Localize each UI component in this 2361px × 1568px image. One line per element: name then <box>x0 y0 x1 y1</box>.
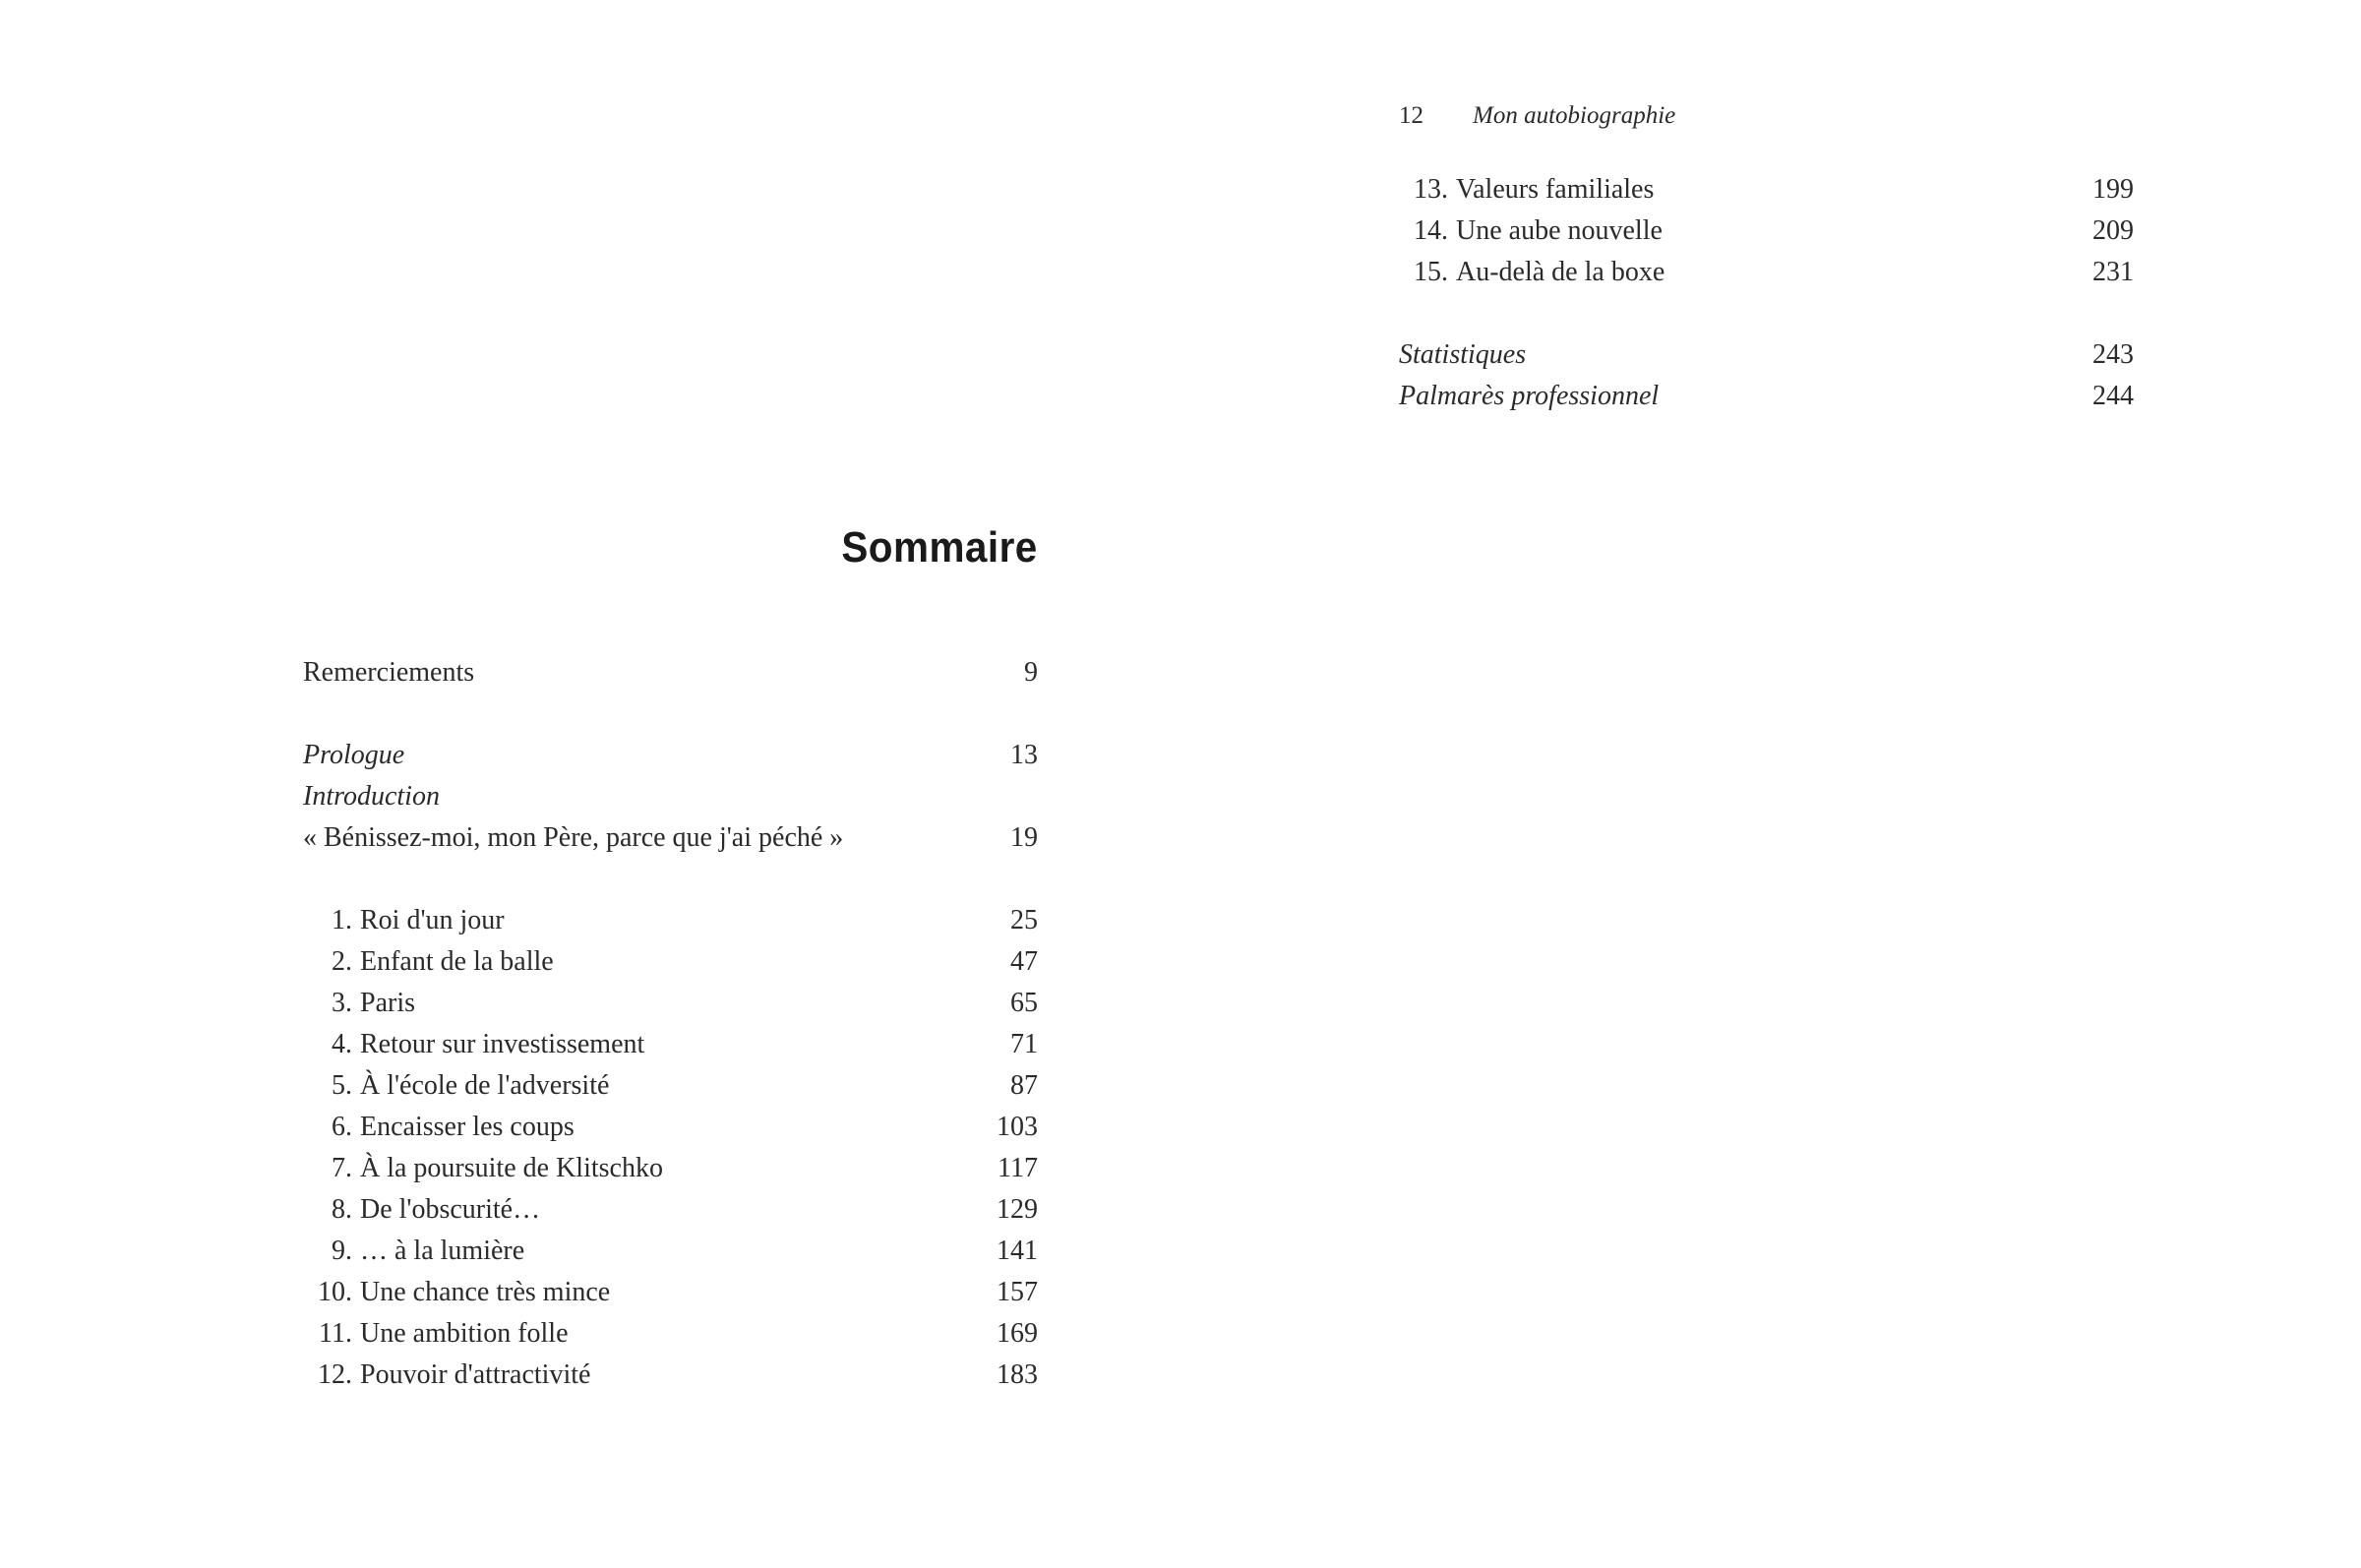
chapter-title: Une aube nouvelle <box>1456 215 1663 246</box>
chapter-page: 183 <box>997 1359 1038 1390</box>
toc-entry-record <box>1399 376 2134 417</box>
table-of-contents <box>303 652 1038 1396</box>
toc-entry-label: Remerciements <box>303 657 475 688</box>
toc-entry-label: Prologue <box>303 740 405 770</box>
toc-chapter <box>303 1107 1038 1148</box>
toc-chapter <box>303 900 1038 941</box>
chapter-title: Pouvoir d'attractivité <box>360 1359 591 1390</box>
toc-entry-label: Statistiques <box>1399 339 1527 370</box>
chapter-page: 209 <box>2092 215 2134 246</box>
chapter-page: 169 <box>997 1318 1038 1349</box>
chapter-page: 141 <box>997 1236 1038 1266</box>
table-of-contents-continued <box>1399 169 2134 417</box>
running-head <box>1399 98 1675 134</box>
toc-chapter <box>303 1024 1038 1065</box>
toc-entry-label: « Bénissez-moi, mon Père, parce que j'ai péché » <box>303 822 844 853</box>
toc-chapter <box>303 1355 1038 1396</box>
chapter-page: 231 <box>2092 257 2134 287</box>
toc-entry-page: 9 <box>1024 657 1038 688</box>
toc-chapter <box>303 1065 1038 1107</box>
toc-entry-statistics <box>1399 334 2134 376</box>
book-title: Mon autobiographie <box>1473 102 1676 129</box>
chapter-number: 12. <box>318 1359 352 1390</box>
chapter-title: Roi d'un jour <box>360 905 505 935</box>
chapter-page: 87 <box>1010 1070 1038 1101</box>
chapter-title: Au-delà de la boxe <box>1456 257 1665 287</box>
chapter-number: 10. <box>318 1277 352 1307</box>
toc-entry-label: Introduction <box>303 781 440 812</box>
right-page <box>1180 0 2361 1568</box>
chapter-number: 2. <box>332 946 352 977</box>
chapter-title: Enfant de la balle <box>360 946 554 977</box>
toc-entry-label: Palmarès professionnel <box>1399 381 1660 411</box>
toc-entry-page: 243 <box>2092 339 2134 370</box>
toc-entry-prologue <box>303 735 1038 776</box>
chapter-number: 7. <box>332 1153 352 1183</box>
chapter-number: 15. <box>1414 257 1448 287</box>
toc-entry-page: 13 <box>1010 740 1038 770</box>
chapter-title: Encaisser les coups <box>360 1112 575 1142</box>
chapter-number: 5. <box>332 1070 352 1101</box>
chapter-page: 117 <box>998 1153 1038 1183</box>
chapter-page: 157 <box>997 1277 1038 1307</box>
chapter-title: Paris <box>360 988 415 1018</box>
chapter-title: Une ambition folle <box>360 1318 569 1349</box>
page-title: Sommaire <box>841 523 1038 573</box>
chapter-page: 129 <box>997 1194 1038 1225</box>
chapter-page: 47 <box>1010 946 1038 977</box>
chapter-title: À la poursuite de Klitschko <box>360 1153 663 1183</box>
chapter-number: 14. <box>1414 215 1448 246</box>
chapter-number: 3. <box>332 988 352 1018</box>
chapter-number: 13. <box>1414 174 1448 205</box>
toc-chapter <box>1399 252 2134 293</box>
chapter-number: 6. <box>332 1112 352 1142</box>
toc-entry-page: 244 <box>2092 381 2134 411</box>
toc-entry-acknowledgements <box>303 652 1038 694</box>
chapter-title: De l'obscurité… <box>360 1194 541 1225</box>
chapter-title: Une chance très mince <box>360 1277 611 1307</box>
chapter-page: 103 <box>997 1112 1038 1142</box>
toc-chapter <box>303 1313 1038 1355</box>
chapter-number: 9. <box>332 1236 352 1266</box>
chapter-number: 8. <box>332 1194 352 1225</box>
toc-entry-page: 19 <box>1010 822 1038 853</box>
chapter-title: … à la lumière <box>360 1236 525 1266</box>
chapter-number: 1. <box>332 905 352 935</box>
left-page <box>0 0 1180 1568</box>
toc-chapter <box>303 1272 1038 1313</box>
chapter-page: 71 <box>1010 1029 1038 1059</box>
chapter-number: 4. <box>332 1029 352 1059</box>
chapter-page: 199 <box>2092 174 2134 205</box>
toc-chapter <box>303 983 1038 1024</box>
toc-entry-introduction-title <box>303 817 1038 859</box>
chapter-page: 25 <box>1010 905 1038 935</box>
toc-chapter <box>1399 169 2134 211</box>
toc-chapter <box>303 1231 1038 1272</box>
chapter-page: 65 <box>1010 988 1038 1018</box>
toc-entry-introduction <box>303 776 1038 817</box>
toc-chapter <box>303 1189 1038 1231</box>
folio-number: 12 <box>1399 102 1423 129</box>
toc-chapter <box>303 1148 1038 1189</box>
toc-chapter <box>1399 211 2134 252</box>
chapter-title: À l'école de l'adversité <box>360 1070 610 1101</box>
toc-chapter <box>303 941 1038 983</box>
chapter-number: 11. <box>319 1318 352 1349</box>
chapter-title: Retour sur investissement <box>360 1029 645 1059</box>
chapter-title: Valeurs familiales <box>1456 174 1655 205</box>
